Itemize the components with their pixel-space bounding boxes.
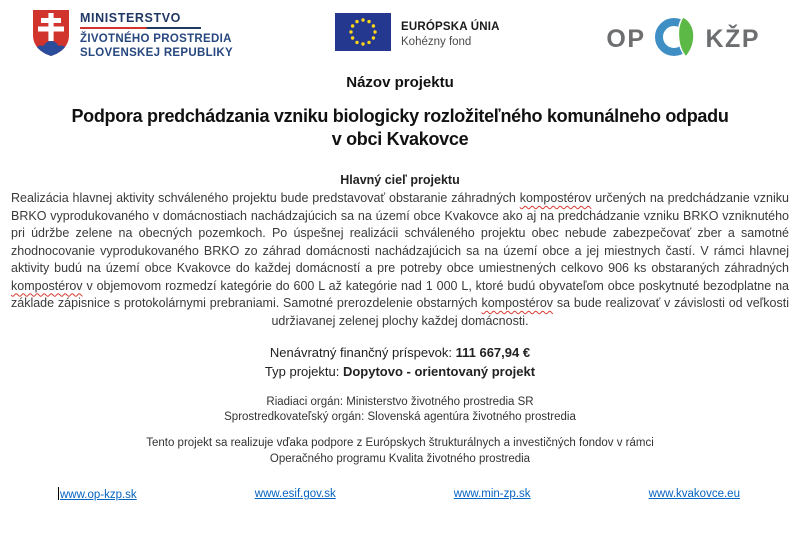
misspelled-word: kompostérov bbox=[11, 278, 83, 293]
contribution-label: Nenávratný finančný príspevok: bbox=[269, 345, 456, 360]
opkzp-logo bbox=[606, 14, 760, 65]
goal-paragraph bbox=[11, 190, 789, 330]
contribution-value: 111 667,94 € bbox=[455, 345, 531, 360]
slovak-coat-of-arms-icon bbox=[30, 8, 72, 63]
text-cursor bbox=[58, 487, 59, 500]
header bbox=[0, 0, 800, 70]
ministry-logo bbox=[30, 8, 233, 63]
opkzp-leaf-icon bbox=[653, 14, 699, 65]
ministry-name: MINISTERSTVO bbox=[80, 11, 181, 25]
ministry-text bbox=[80, 8, 233, 60]
eu-name: EURÓPSKA ÚNIA bbox=[401, 21, 500, 33]
misspelled-word: kompostérov bbox=[481, 296, 554, 310]
ministry-line2: ŽIVOTNÉHO PROSTREDIA bbox=[80, 33, 232, 45]
opkzp-left-label: OP bbox=[606, 25, 646, 53]
link-esif[interactable]: www.esif.gov.sk bbox=[254, 488, 336, 500]
project-type-label: Typ projektu: bbox=[264, 364, 343, 379]
eu-logo bbox=[335, 13, 500, 56]
goal-heading: Hlavný cieľ projektu bbox=[340, 173, 460, 187]
intermediate-body-line: Sprostredkovateľský orgán: Slovenská agentúra životného prostredia bbox=[224, 411, 576, 423]
project-title bbox=[0, 105, 800, 151]
link-kvakovce[interactable]: www.kvakovce.eu bbox=[648, 488, 740, 500]
paragraph-segment: sa bude realizovať v závislosti od veľkosti udržiavanej zelenej plochy každej domácnosti. bbox=[271, 296, 789, 328]
paragraph-segment: Realizácia hlavnej aktivity schváleného projektu bude predstavovať obstaranie záhradných bbox=[11, 191, 520, 205]
eu-fund: Kohézny fond bbox=[401, 36, 472, 48]
support-line1: Tento projekt sa realizuje vďaka podpore z Európskych štrukturálnych a investičných fondov v rámci bbox=[146, 437, 654, 449]
project-title-line2: v obci Kvakovce bbox=[331, 129, 469, 149]
eu-text bbox=[401, 21, 500, 48]
paragraph-segment: určených na predchádzanie vzniku BRKO vyprodukovaného v domácnostiach nachádzajúcich sa na území obce Kvakovce ako aj na predchádzanie vzniku BRKO vzniknutého pri údržbe zelene na obecných pozemkoch. Po úspešnej realizácii schváleného projektu obec nebude zabezpečovať zber a samotné zhodnocovanie vyprodukovaného BRKO zo záhrad domácnosti nachádzajúcich sa na území obce a jej miestnych častí. V rámci hlavnej aktivity budú na území obce Kvakovce do každej domácností a pre potreby obce umiestnených celkovo 906 ks obstaraných záhradných bbox=[11, 191, 789, 275]
ministry-line3: SLOVENSKEJ REPUBLIKY bbox=[80, 47, 233, 59]
detail-block bbox=[0, 343, 800, 381]
project-title-line1: Podpora predchádzania vzniku biologicky rozložiteľného komunálneho odpadu bbox=[71, 106, 729, 126]
project-type-line bbox=[0, 362, 800, 381]
link-min-zp[interactable]: www.min-zp.sk bbox=[453, 488, 531, 500]
links-row bbox=[0, 485, 800, 503]
paragraph-segment: v objemovom rozmedzí kategórie do 600 L až kategórie nad 1 000 L, ktoré budú obyvateľom obce poskytnuté bezodplatne na základe zápisnice s protokolárnymi prebraniami. Samotné prerozdelenie obstarných bbox=[11, 278, 789, 310]
misspelled-word: kompostérov bbox=[519, 191, 592, 205]
ministry-underline bbox=[80, 27, 201, 29]
link-op-kzp[interactable]: www.op-kzp.sk bbox=[60, 489, 137, 501]
managing-authority-line: Riadiaci orgán: Ministerstvo životného prostredia SR bbox=[266, 396, 534, 408]
project-type-value: Dopytovo - orientovaný projekt bbox=[342, 364, 536, 379]
eu-flag-icon bbox=[335, 13, 391, 56]
opkzp-right-label: KŽP bbox=[705, 25, 760, 53]
support-block bbox=[0, 435, 800, 467]
contribution-line bbox=[0, 343, 800, 362]
organ-block bbox=[0, 395, 800, 425]
section-label: Názov projektu bbox=[346, 74, 454, 91]
support-line2: Operačného programu Kvalita životného prostredia bbox=[269, 453, 531, 465]
link-op-kzp-wrap bbox=[58, 485, 137, 503]
